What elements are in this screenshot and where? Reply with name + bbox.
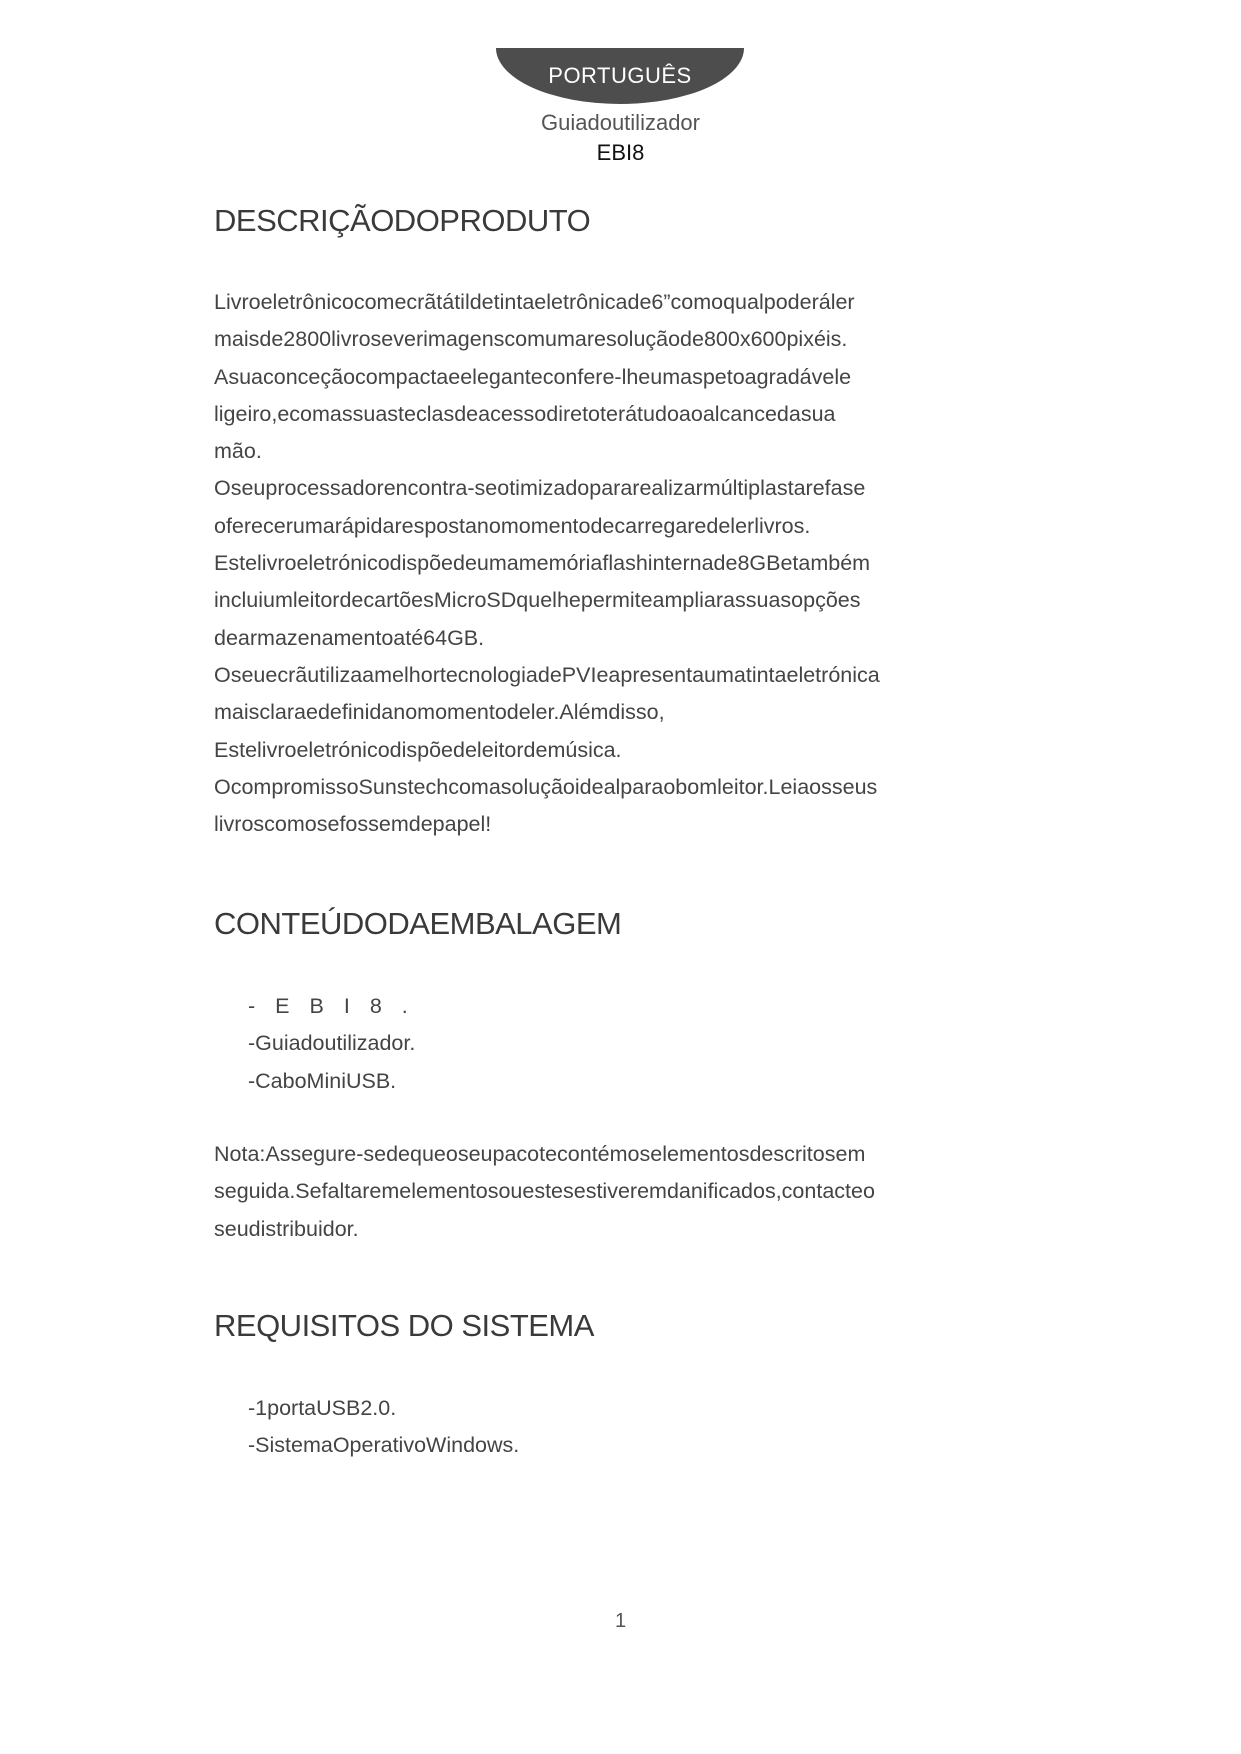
description-line: livroscomosefossemdepapel! — [214, 812, 492, 837]
description-line: mão. — [214, 439, 262, 464]
description-line: maisclaraedefinidanomomentodeler.Alémdisso, — [214, 700, 665, 725]
note-line: seguida.Sefaltaremelementosouestesestiveremdanificados,contacteo — [214, 1179, 875, 1204]
description-line: Estelivroeletrónicodispõedeleitordemúsica. — [214, 737, 622, 762]
description-line: maisde2800livroseverimagenscomumaresoluçãode800x600pixéis. — [214, 327, 848, 352]
description-line: incluiumleitordecartõesMicroSDquelhepermiteampliarassuasopções — [214, 588, 861, 613]
list-item: -EBI8. — [248, 994, 428, 1018]
package-note — [214, 1136, 974, 1248]
list-item: -1portaUSB2.0. — [248, 1396, 397, 1420]
model-name: EBI8 — [596, 140, 645, 165]
list-item: -Guiadoutilizador. — [248, 1031, 416, 1056]
heading-product-description: DESCRIÇÃODOPRODUTO — [214, 203, 591, 238]
product-description-text — [214, 284, 974, 843]
description-line: OseuecrãutilizaamelhortecnologiadePVIeapresentaumatintaeletrónica — [214, 662, 880, 687]
page-number: 1 — [614, 1610, 627, 1632]
guide-title: Guiadoutilizador — [541, 110, 700, 135]
description-line: oferecerumarápidarespostanomomentodecarregaredelerlivros. — [214, 513, 811, 538]
description-line: Livroeletrônicocomecrãtátildetintaeletrônicade6”comoqualpoderáler — [214, 290, 855, 314]
package-contents-list — [248, 988, 428, 1100]
description-line: Asuaconceçãocompactaeeleganteconfere-lheumaspetoagradávele — [214, 364, 852, 389]
note-line: seudistribuidor. — [214, 1216, 359, 1241]
description-line: Estelivroeletrónicodispõedeumamemóriaflashinternade8GBetambém — [214, 551, 871, 576]
description-line: dearmazenamentoaté64GB. — [214, 625, 485, 650]
description-line: ligeiro,ecomassuasteclasdeacessodiretoterátudoaoalcancedasua — [214, 401, 836, 426]
language-tab: PORTUGUÊS — [496, 48, 744, 104]
heading-package-contents: CONTEÚDODAEMBALAGEM — [214, 906, 622, 941]
list-item: -SistemaOperativoWindows. — [248, 1433, 520, 1458]
list-item: -CaboMiniUSB. — [248, 1068, 397, 1093]
description-line: OcompromissoSunstechcomasoluçãoidealparaobomleitor.Leiaosseus — [214, 774, 878, 799]
description-line: Oseuprocessadorencontra-seotimizadopararealizarmúltiplastarefase — [214, 476, 866, 501]
note-line: Nota:Assegure-sedequeoseupacotecontémoselementosdescritosem — [214, 1142, 866, 1166]
system-requirements-list — [248, 1390, 519, 1465]
heading-system-requirements: REQUISITOS DO SISTEMA — [214, 1308, 594, 1343]
